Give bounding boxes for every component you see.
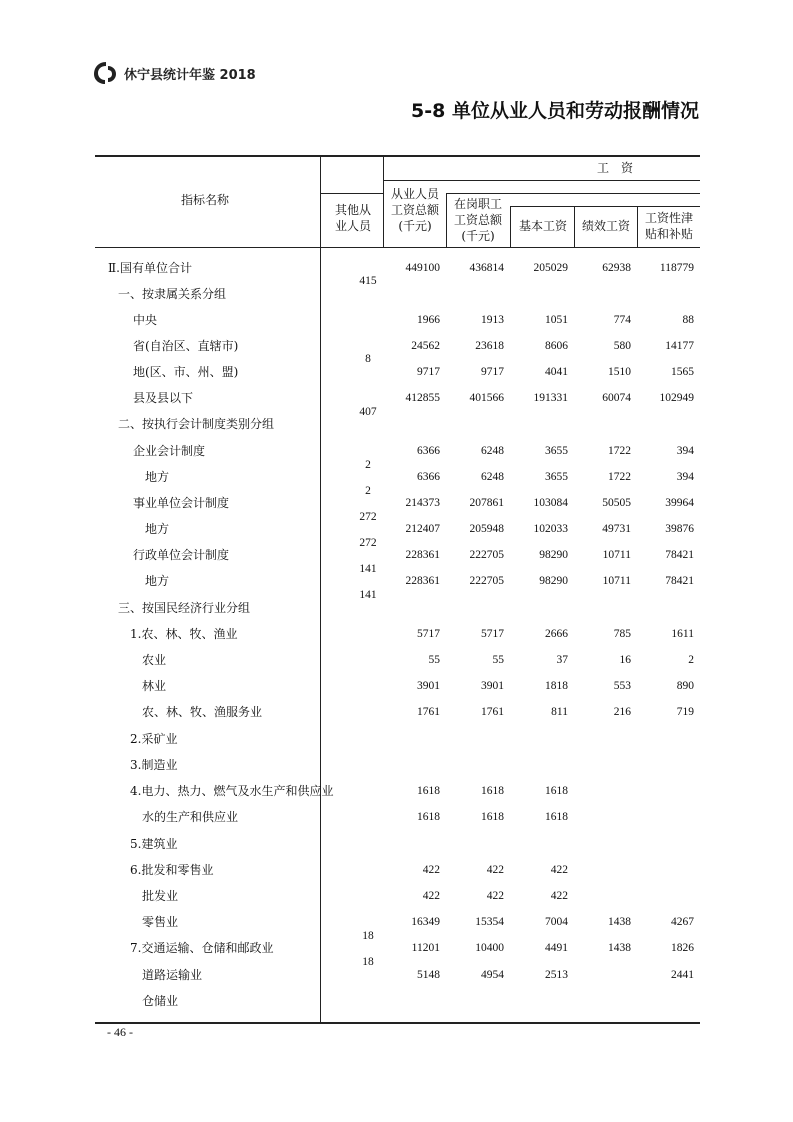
- total-wage-cell: 3901: [417, 680, 440, 692]
- performance-wage-cell: 10711: [602, 575, 631, 587]
- basic-wage-cell: 3655: [545, 471, 568, 483]
- row-label: 零售业: [142, 915, 179, 929]
- total-wage-cell: 11201: [411, 942, 440, 954]
- page-title: 5-8 单位从业人员和劳动报酬情况: [411, 100, 699, 122]
- allowance-cell: 394: [676, 445, 694, 457]
- onduty-wage-cell: 5717: [481, 628, 504, 640]
- onduty-wage-cell: 6248: [481, 445, 504, 457]
- performance-wage-cell: 1438: [608, 916, 631, 928]
- allowance-cell: 102949: [659, 392, 694, 404]
- basic-wage-cell: 191331: [533, 392, 568, 404]
- basic-wage-cell: 3655: [545, 445, 568, 457]
- total-wage-cell: 6366: [417, 445, 440, 457]
- total-wage-cell: 422: [422, 890, 440, 902]
- allowance-cell: 4267: [671, 916, 694, 928]
- row-label: 农、林、牧、渔服务业: [142, 705, 263, 719]
- row-label: 行政单位会计制度: [133, 548, 230, 562]
- row-label: 事业单位会计制度: [133, 496, 230, 510]
- onduty-wage-cell: 1761: [481, 706, 504, 718]
- header-performance-wage: 绩效工资: [581, 219, 630, 233]
- total-wage-cell: 16349: [411, 916, 440, 928]
- row-label: 5.建筑业: [130, 837, 178, 851]
- other-staff-value: 141: [359, 563, 377, 575]
- basic-wage-cell: 422: [550, 890, 568, 902]
- row-label: 批发业: [142, 889, 179, 903]
- other-staff-rule: [320, 193, 383, 194]
- onduty-wage-cell: 3901: [481, 680, 504, 692]
- onduty-wage-cell: 6248: [481, 471, 504, 483]
- header-basic-wage: 基本工资: [518, 219, 567, 233]
- row-label: 2.采矿业: [130, 732, 178, 746]
- allowance-cell: 2: [688, 654, 694, 666]
- performance-wage-cell: 1438: [608, 942, 631, 954]
- allowance-cell: 719: [676, 706, 694, 718]
- row-label: 地(区、市、州、盟): [133, 365, 239, 379]
- basic-wage-cell: 1818: [545, 680, 568, 692]
- performance-wage-cell: 16: [619, 654, 631, 666]
- other-staff-value: 141: [359, 589, 377, 601]
- header-allowance: 工资性津贴和补贴: [644, 211, 693, 241]
- basic-wage-cell: 98290: [539, 575, 568, 587]
- row-label: 水的生产和供应业: [142, 810, 239, 824]
- allowance-cell: 2441: [671, 969, 694, 981]
- basic-wage-cell: 2513: [545, 969, 568, 981]
- performance-wage-cell: 60074: [602, 392, 631, 404]
- row-label: 道路运输业: [142, 968, 203, 982]
- performance-wage-cell: 10711: [602, 549, 631, 561]
- onduty-wage-cell: 23618: [475, 340, 504, 352]
- performance-wage-cell: 553: [613, 680, 631, 692]
- header-onduty-wage: 在岗职工工资总额(千元): [453, 197, 502, 243]
- row-label: 3.制造业: [130, 758, 178, 772]
- onduty-wage-cell: 422: [486, 890, 504, 902]
- wage-items-rule: [510, 206, 700, 207]
- basic-wage-cell: 102033: [533, 523, 568, 535]
- total-wage-cell: 5717: [417, 628, 440, 640]
- total-wage-cell: 6366: [417, 471, 440, 483]
- basic-wage-cell: 98290: [539, 549, 568, 561]
- basic-wage-cell: 2666: [545, 628, 568, 640]
- row-label: 省(自治区、直辖市): [133, 339, 239, 353]
- other-staff-value: 415: [359, 275, 377, 287]
- allowance-cell: 78421: [665, 575, 694, 587]
- column-divider-total: [446, 193, 447, 248]
- allowance-cell: 78421: [665, 549, 694, 561]
- basic-wage-cell: 1618: [545, 785, 568, 797]
- other-staff-value: 8: [365, 353, 371, 365]
- column-divider-performance: [637, 206, 638, 248]
- allowance-cell: 890: [676, 680, 694, 692]
- basic-wage-cell: 811: [551, 706, 568, 718]
- onduty-wage-cell: 15354: [475, 916, 504, 928]
- onduty-wage-cell: 1618: [481, 785, 504, 797]
- onduty-wage-cell: 222705: [469, 549, 504, 561]
- row-label: 三、按国民经济行业分组: [118, 601, 251, 615]
- onduty-wage-cell: 9717: [481, 366, 504, 378]
- header-wage-group: 工 资: [596, 161, 633, 175]
- allowance-cell: 1611: [671, 628, 694, 640]
- header-other-staff: 其他从业人员: [334, 203, 371, 233]
- table-top-rule: [95, 155, 700, 157]
- total-wage-cell: 212407: [405, 523, 440, 535]
- row-label: 地方: [145, 470, 170, 484]
- basic-wage-cell: 103084: [533, 497, 568, 509]
- row-label: 7.交通运输、仓储和邮政业: [130, 941, 274, 955]
- total-wage-cell: 55: [428, 654, 440, 666]
- basic-wage-cell: 422: [550, 864, 568, 876]
- total-wage-cell: 1618: [417, 811, 440, 823]
- row-label: Ⅱ.国有单位合计: [108, 261, 192, 275]
- row-label: 4.电力、热力、燃气及水生产和供应业: [130, 784, 334, 798]
- row-label: 林业: [142, 679, 167, 693]
- yearbook-logo-icon: [92, 60, 120, 86]
- onduty-wage-cell: 4954: [481, 969, 504, 981]
- allowance-cell: 39876: [665, 523, 694, 535]
- allowance-cell: 39964: [665, 497, 694, 509]
- table-bottom-rule: [95, 1022, 700, 1024]
- row-label: 一、按隶属关系分组: [118, 287, 227, 301]
- row-label: 县及县以下: [133, 391, 194, 405]
- performance-wage-cell: 216: [613, 706, 631, 718]
- onduty-wage-cell: 422: [486, 864, 504, 876]
- onduty-wage-cell: 55: [492, 654, 504, 666]
- yearbook-title: 休宁县统计年鉴 2018: [124, 68, 256, 83]
- total-wage-cell: 412855: [405, 392, 440, 404]
- total-wage-cell: 1966: [417, 314, 440, 326]
- basic-wage-cell: 1618: [545, 811, 568, 823]
- other-staff-value: 2: [365, 485, 371, 497]
- basic-wage-cell: 7004: [545, 916, 568, 928]
- onduty-sub-rule: [446, 193, 700, 194]
- page-number: - 46 -: [107, 1025, 133, 1039]
- allowance-cell: 14177: [665, 340, 694, 352]
- onduty-wage-cell: 1913: [481, 314, 504, 326]
- header-bottom-rule: [95, 247, 700, 248]
- performance-wage-cell: 62938: [602, 262, 631, 274]
- other-staff-value: 407: [359, 406, 377, 418]
- performance-wage-cell: 49731: [602, 523, 631, 535]
- onduty-wage-cell: 207861: [469, 497, 504, 509]
- total-wage-cell: 228361: [405, 549, 440, 561]
- column-divider-indicator: [320, 156, 321, 1023]
- total-wage-cell: 9717: [417, 366, 440, 378]
- row-label: 企业会计制度: [133, 444, 206, 458]
- performance-wage-cell: 774: [613, 314, 631, 326]
- header-total-wage: 从业人员工资总额(千元): [390, 187, 439, 233]
- performance-wage-cell: 1510: [608, 366, 631, 378]
- basic-wage-cell: 4491: [545, 942, 568, 954]
- row-label: 1.农、林、牧、渔业: [130, 627, 238, 641]
- allowance-cell: 88: [682, 314, 694, 326]
- total-wage-cell: 214373: [405, 497, 440, 509]
- allowance-cell: 118779: [659, 262, 694, 274]
- row-label: 二、按执行会计制度类别分组: [118, 417, 275, 431]
- other-staff-value: 2: [365, 459, 371, 471]
- basic-wage-cell: 4041: [545, 366, 568, 378]
- row-label: 农业: [142, 653, 167, 667]
- column-divider-other-staff: [383, 156, 384, 248]
- column-divider-onduty: [510, 206, 511, 248]
- row-label: 地方: [145, 522, 170, 536]
- row-label: 仓储业: [142, 994, 179, 1008]
- wage-group-rule: [383, 180, 700, 181]
- other-staff-value: 18: [362, 956, 374, 968]
- allowance-cell: 1565: [671, 366, 694, 378]
- total-wage-cell: 422: [422, 864, 440, 876]
- header-indicator: 指标名称: [180, 193, 229, 207]
- other-staff-value: 18: [362, 930, 374, 942]
- basic-wage-cell: 205029: [533, 262, 568, 274]
- total-wage-cell: 228361: [405, 575, 440, 587]
- performance-wage-cell: 580: [613, 340, 631, 352]
- total-wage-cell: 5148: [417, 969, 440, 981]
- total-wage-cell: 1761: [417, 706, 440, 718]
- onduty-wage-cell: 1618: [481, 811, 504, 823]
- basic-wage-cell: 1051: [545, 314, 568, 326]
- performance-wage-cell: 50505: [602, 497, 631, 509]
- other-staff-value: 272: [359, 537, 377, 549]
- total-wage-cell: 449100: [405, 262, 440, 274]
- onduty-wage-cell: 205948: [469, 523, 504, 535]
- allowance-cell: 1826: [671, 942, 694, 954]
- performance-wage-cell: 1722: [608, 445, 631, 457]
- performance-wage-cell: 785: [613, 628, 631, 640]
- column-divider-basic: [574, 206, 575, 248]
- basic-wage-cell: 37: [556, 654, 568, 666]
- allowance-cell: 394: [676, 471, 694, 483]
- onduty-wage-cell: 222705: [469, 575, 504, 587]
- onduty-wage-cell: 10400: [475, 942, 504, 954]
- total-wage-cell: 24562: [411, 340, 440, 352]
- basic-wage-cell: 8606: [545, 340, 568, 352]
- row-label: 地方: [145, 574, 170, 588]
- other-staff-value: 272: [359, 511, 377, 523]
- onduty-wage-cell: 401566: [469, 392, 504, 404]
- row-label: 6.批发和零售业: [130, 863, 214, 877]
- performance-wage-cell: 1722: [608, 471, 631, 483]
- onduty-wage-cell: 436814: [469, 262, 504, 274]
- row-label: 中央: [133, 313, 158, 327]
- total-wage-cell: 1618: [417, 785, 440, 797]
